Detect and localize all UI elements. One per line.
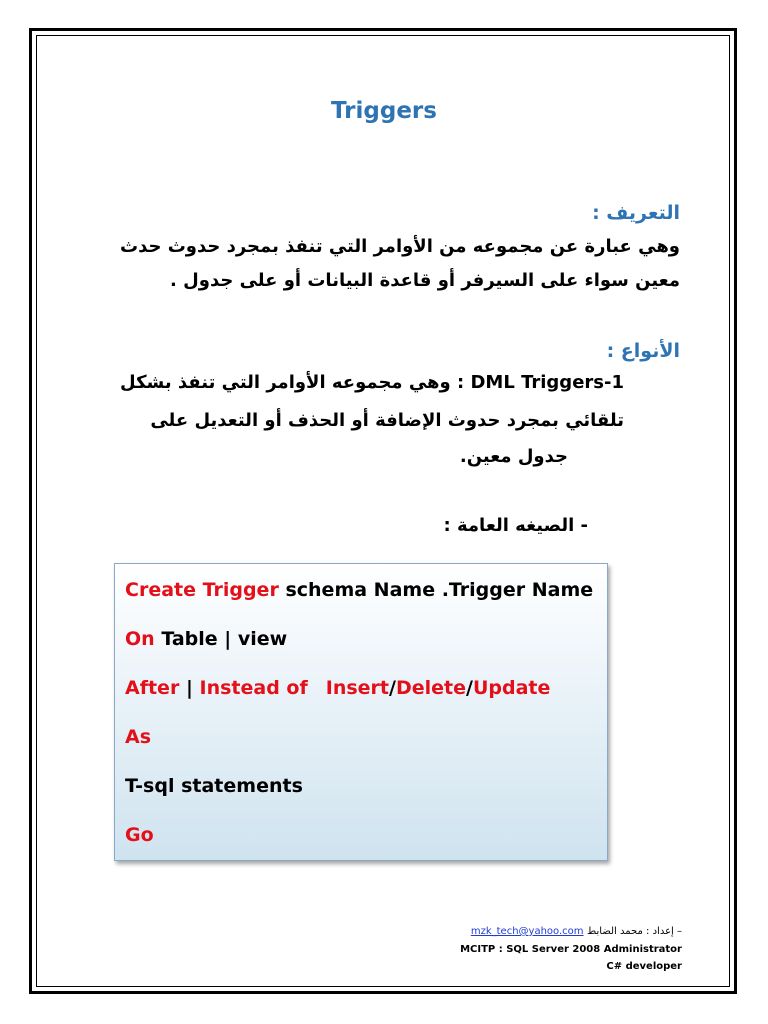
text-tsql-statements: T-sql statements: [125, 775, 303, 797]
keyword-as: As: [125, 726, 152, 748]
code-line-go: [125, 824, 154, 846]
dml-triggers-line-3: جدول معين.: [459, 446, 568, 467]
code-line-after: [125, 677, 550, 699]
separator-slash-2: /: [465, 677, 473, 699]
keyword-instead-of: Instead of: [199, 677, 308, 699]
dml-triggers-description: : وهي مجموعه الأوامر التي تنفذ بشكل: [120, 372, 465, 393]
definition-line-2: معين سواء على السيرفر أو قاعدة البيانات أو على جدول .: [170, 270, 680, 291]
keyword-insert: Insert: [325, 677, 389, 699]
separator-pipe: |: [185, 677, 193, 699]
keyword-on: On: [125, 628, 155, 650]
definition-heading: التعريف :: [592, 202, 680, 224]
footer-author-line: [471, 926, 682, 937]
text-schema-trigger-name: schema Name .Trigger Name: [285, 579, 594, 601]
keyword-delete: Delete: [395, 677, 466, 699]
syntax-heading: - الصيغه العامة :: [443, 515, 588, 536]
keyword-after: After: [125, 677, 180, 699]
page-title: Triggers: [331, 98, 437, 124]
separator-slash-1: /: [389, 677, 396, 699]
syntax-box: [114, 563, 608, 861]
dml-triggers-line-2: تلقائي بمجرد حدوث الإضافة أو الحذف أو التعديل على: [150, 410, 624, 431]
code-line-on: [125, 628, 287, 650]
code-line-statements: [125, 775, 303, 797]
keyword-go: Go: [125, 824, 154, 846]
footer-certification: MCITP : SQL Server 2008 Administrator: [460, 944, 682, 955]
keyword-update: Update: [472, 677, 551, 699]
text-table-view: Table | view: [161, 628, 288, 650]
footer-email-link[interactable]: mzk_tech@yahoo.com: [470, 926, 584, 937]
definition-line-1: وهي عبارة عن مجموعه من الأوامر التي تنفذ بمجرد حدوث حدث: [119, 236, 680, 257]
dml-triggers-item: [120, 372, 624, 393]
keyword-create-trigger: Create Trigger: [125, 579, 279, 601]
dml-triggers-label: DML Triggers-1: [470, 372, 624, 393]
footer-role: C# developer: [606, 961, 682, 972]
types-heading: الأنواع :: [606, 340, 680, 362]
footer-prepared-by: إعداد : محمد الضابط –: [587, 926, 682, 937]
code-line-create: [125, 579, 593, 601]
code-line-as: [125, 726, 151, 748]
